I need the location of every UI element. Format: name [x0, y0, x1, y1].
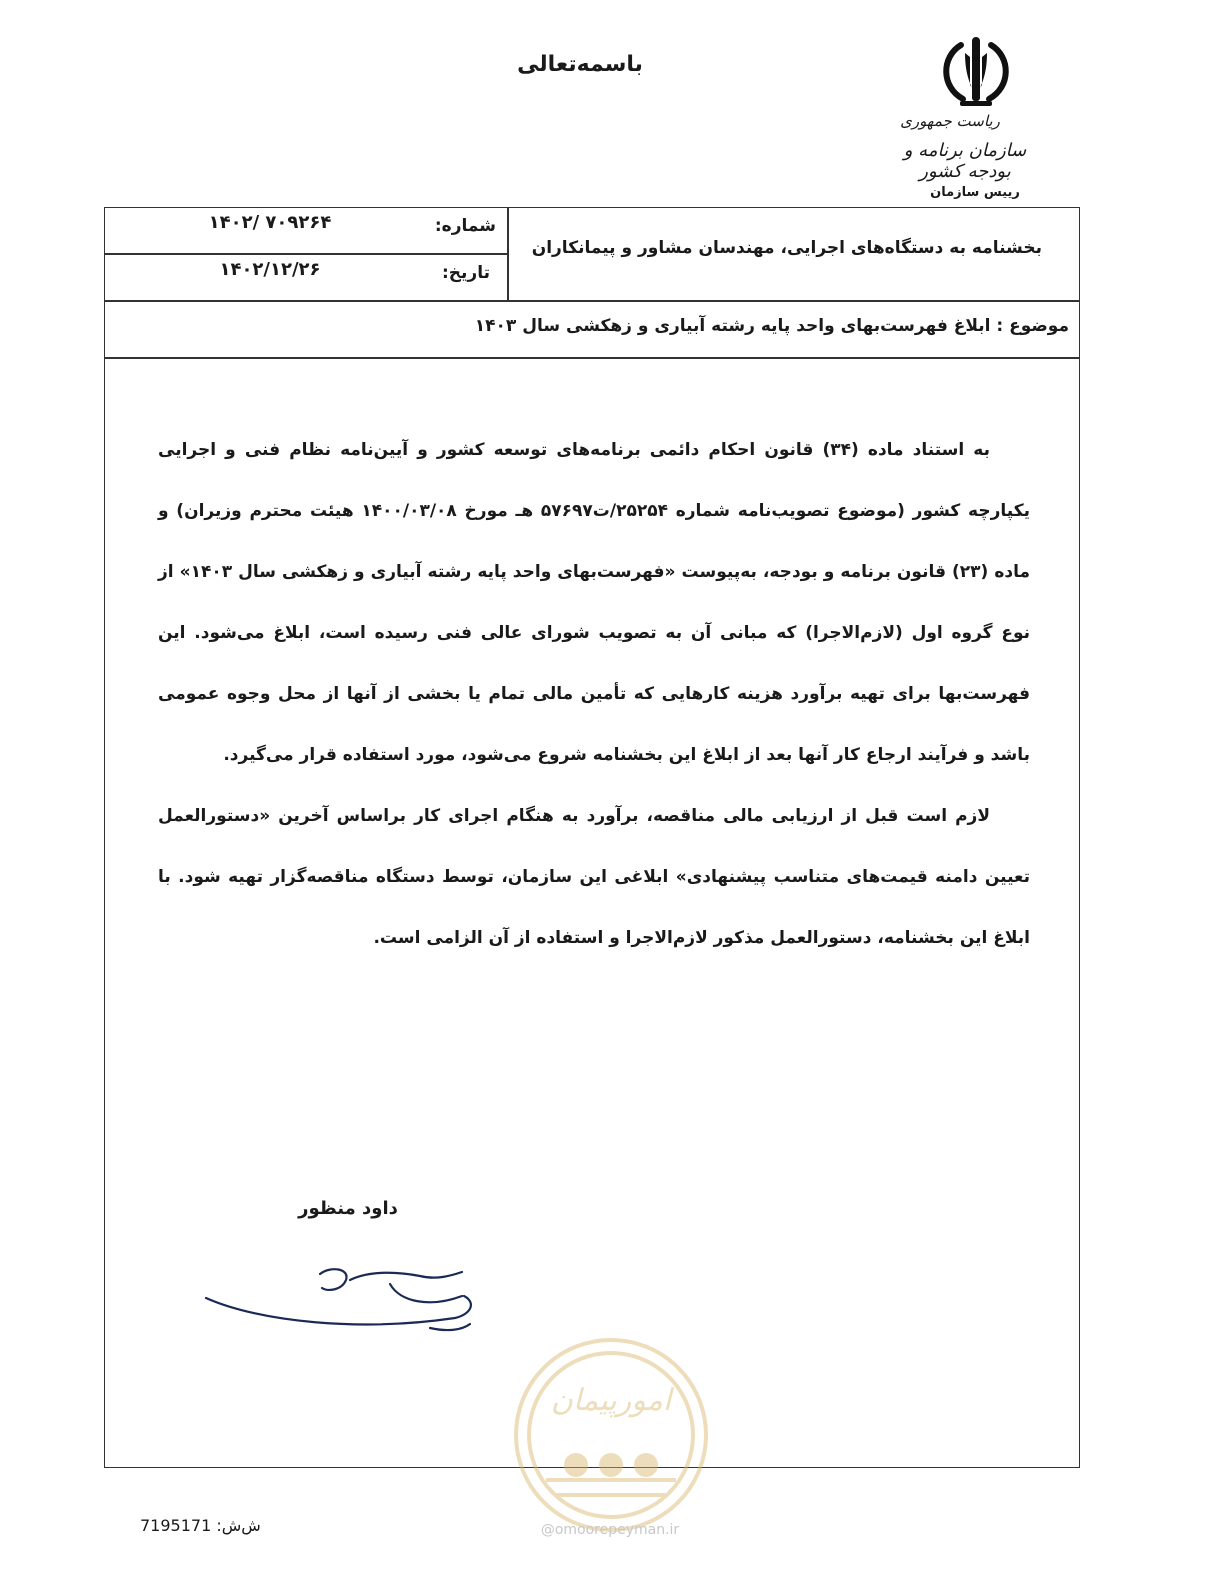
org-line-presidency: ریاست جمهوری	[900, 112, 1000, 130]
footer-value: 7195171	[140, 1516, 212, 1535]
subject-line: موضوع : ابلاغ فهرست‌بهای واحد پایه رشته آبیاری و زهکشی سال ۱۴۰۳	[474, 316, 1069, 336]
footer-reference	[140, 1516, 261, 1535]
letter-body	[158, 420, 1030, 969]
date-value: ۱۴۰۲/۱۲/۲۶	[219, 259, 321, 280]
header-divider-bottom	[104, 300, 1080, 302]
number-label: شماره:	[434, 216, 496, 236]
header-divider-mid	[104, 253, 508, 255]
iran-emblem-icon	[935, 35, 1017, 113]
footer-label: ش‌ش:	[216, 1516, 261, 1535]
basmeh-heading: باسمه‌تعالی	[517, 52, 643, 77]
watermark-url: @omoorepeyman.ir	[540, 1522, 680, 1538]
org-line-title: رییس سازمان	[930, 185, 1020, 200]
body-paragraph-2: لازم است قبل از ارزیابی مالی مناقصه، برآورد به هنگام اجرای کار براساس آخرین «دستورالعمل تعیین دامنه قیمت‌های متناسب پیشنهادی» ابلاغی این سازمان، توسط دستگاه مناقصه‌گزار تهیه شود. با ابلاغ این بخشنامه، دستورالعمل مذکور لازم‌الاجرا و استفاده از آن الزامی است.	[158, 806, 1030, 948]
handwritten-signature	[200, 1262, 485, 1342]
org-line-name: سازمان برنامه و بودجه کشور	[903, 140, 1027, 182]
subject-divider	[104, 357, 1080, 359]
watermark-seal	[506, 1330, 716, 1540]
number-value: ۱۴۰۲/ ۷۰۹۲۶۴	[208, 212, 332, 233]
signer-name: داود منظور	[298, 1198, 398, 1219]
date-label: تاریخ:	[442, 263, 490, 283]
seal-text: امورپیمان	[550, 1383, 672, 1418]
body-paragraph-1: به استناد ماده (۳۴) قانون احکام دائمی برنامه‌های توسعه کشور و آیین‌نامه نظام فنی و اجرایی یکپارچه کشور (موضوع تصویب‌نامه شماره ۲۵۲۵۴/ت۵۷۶۹۷ هـ مورخ ۱۴۰۰/۰۳/۰۸ هیئت محترم وزیران) و ماده (۲۳) قانون برنامه و بودجه، به‌پیوست «فهرست‌بهای واحد پایه رشته آبیاری و زهکشی سال ۱۴۰۳» از نوع گروه اول (لازم‌الاجرا) که مبانی آن به تصویب شورای عالی فنی رسیده است، ابلاغ می‌شود. این فهرست‌بها برای تهیه برآورد هزینه کارهایی که تأمین مالی تمام یا بخشی از آنها از محل وجوه عمومی باشد و فرآیند ارجاع کار آنها بعد از ابلاغ این بخشنامه شروع می‌شود، مورد استفاده قرار می‌گیرد.	[158, 440, 1030, 765]
addressee-text: بخشنامه به دستگاه‌های اجرایی، مهندسان مشاور و پیمانکاران	[531, 238, 1042, 258]
